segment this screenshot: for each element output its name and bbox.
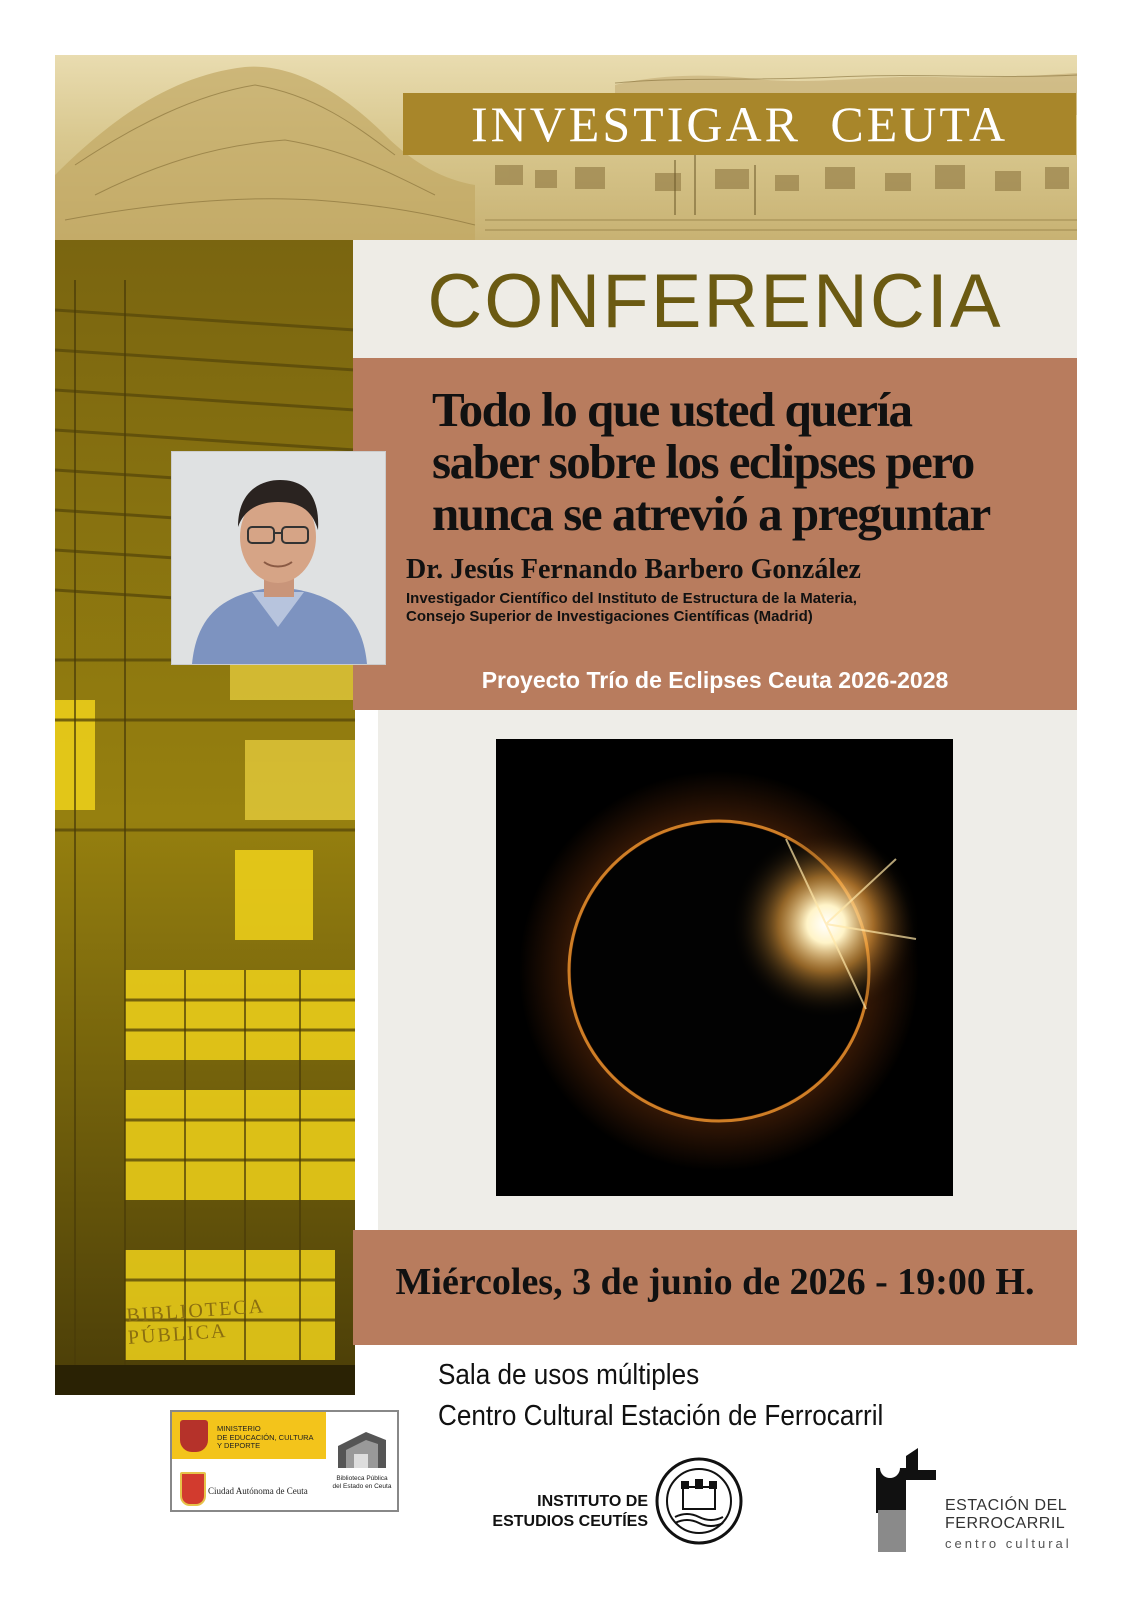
venue-line: Sala de usos múltiples — [438, 1359, 700, 1391]
series-title: INVESTIGAR CEUTA — [470, 96, 1009, 152]
speaker-photo — [171, 451, 386, 665]
efc-subtitle: centro cultural — [945, 1536, 1072, 1551]
library-building-photo — [55, 240, 355, 1395]
library-name: Biblioteca Pública del Estado en Ceuta — [332, 1475, 392, 1490]
spain-coat-of-arms-icon — [180, 1420, 208, 1452]
speaker-affiliation-line: Consejo Superior de Investigaciones Científicas (Madrid) — [406, 608, 813, 625]
ceuta-city-name: Ciudad Autónoma de Ceuta — [208, 1486, 308, 1496]
iec-name-line: ESTUDIOS CEUTÍES — [492, 1513, 648, 1530]
estacion-ferrocarril-logo-icon — [868, 1448, 938, 1553]
event-type-heading: CONFERENCIA — [427, 259, 1003, 344]
library-building-icon — [336, 1424, 388, 1470]
project-name: Proyecto Trío de Eclipses Ceuta 2026-2028 — [481, 667, 949, 693]
efc-name-line: ESTACIÓN DEL — [945, 1497, 1068, 1514]
talk-title-line: saber sobre los eclipses pero — [432, 434, 974, 489]
speaker-name: Dr. Jesús Fernando Barbero González — [406, 554, 861, 585]
eclipse-image — [496, 739, 953, 1196]
iec-seal-icon — [655, 1457, 743, 1545]
ministry-name: MINISTERIO DE EDUCACIÓN, CULTURA Y DEPORTE — [217, 1424, 314, 1450]
ceuta-coat-of-arms-icon — [180, 1472, 206, 1506]
building-sign: BIBLIOTECA PÚBLICA — [125, 1295, 265, 1349]
speaker-affiliation-line: Investigador Científico del Instituto de Estructura de la Materia, — [406, 590, 857, 607]
talk-title-line: nunca se atrevió a preguntar — [432, 486, 990, 541]
iec-name-line: INSTITUTO DE — [537, 1493, 648, 1510]
talk-title-line: Todo lo que usted quería — [432, 382, 912, 437]
talk-title — [432, 384, 1072, 540]
venue-line: Centro Cultural Estación de Ferrocarril — [438, 1400, 884, 1432]
event-datetime: Miércoles, 3 de junio de 2026 - 19:00 H. — [395, 1261, 1035, 1303]
efc-name-line: FERROCARRIL — [945, 1515, 1066, 1532]
